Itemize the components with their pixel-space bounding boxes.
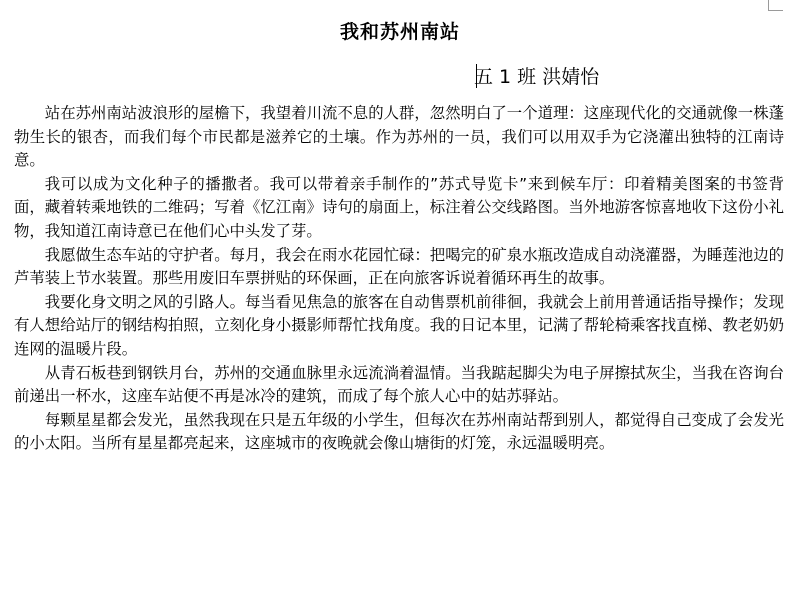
paragraph-4: 我要化身文明之风的引路人。每当看见焦急的旅客在自动售票机前徘徊，我就会上前用普通话指导操作；发现有人想给站厅的钢结构拍照，立刻化身小摄影师帮忙找角度。我的日记本里，记满了帮轮椅乘客找直梯、教老奶奶连网的温暖片段。 <box>14 292 784 358</box>
page-corner-mark <box>768 0 783 11</box>
paragraph-5: 从青石板巷到钢铁月台，苏州的交通血脉里永远流淌着温情。当我踮起脚尖为电子屏擦拭灰尘，当我在咨询台前递出一杯水，这座车站便不再是冰冷的建筑，而成了每个旅人心中的姑苏驿站。 <box>14 363 784 406</box>
author-byline[interactable]: 五 1 班 洪婧怡 <box>474 66 600 88</box>
paragraph-1: 站在苏州南站波浪形的屋檐下，我望着川流不息的人群，忽然明白了一个道理：这座现代化的交通就像一株蓬勃生长的银杏，而我们每个市民都是滋养它的土壤。作为苏州的一员，我们可以用双手为它浇灌出独特的江南诗意。 <box>14 104 784 170</box>
paragraph-3: 我愿做生态车站的守护者。每月，我会在雨水花园忙碌：把喝完的矿泉水瓶改造成自动浇灌器，为睡莲池边的芦苇装上节水装置。那些用废旧车票拼贴的环保画，正在向旅客诉说着循环再生的故事。 <box>14 245 784 288</box>
essay-body[interactable] <box>14 102 784 456</box>
paragraph-6: 每颗星星都会发光，虽然我现在只是五年级的小学生，但每次在苏州南站帮到别人，都觉得自己变成了会发光的小太阳。当所有星星都亮起来，这座城市的夜晚就会像山塘街的灯笼，永远温暖明亮。 <box>14 410 784 453</box>
essay-title: 我和苏州南站 <box>339 21 460 43</box>
paragraph-2: 我可以成为文化种子的播撒者。我可以带着亲手制作的”苏式导览卡”来到候车厅：印着精美图案的书签背面，藏着转乘地铁的二维码；写着《忆江南》诗句的扇面上，标注着公交线路图。当外地游客惊喜地收下这份小礼物，我知道江南诗意已在他们心中头发了芽。 <box>14 174 784 240</box>
